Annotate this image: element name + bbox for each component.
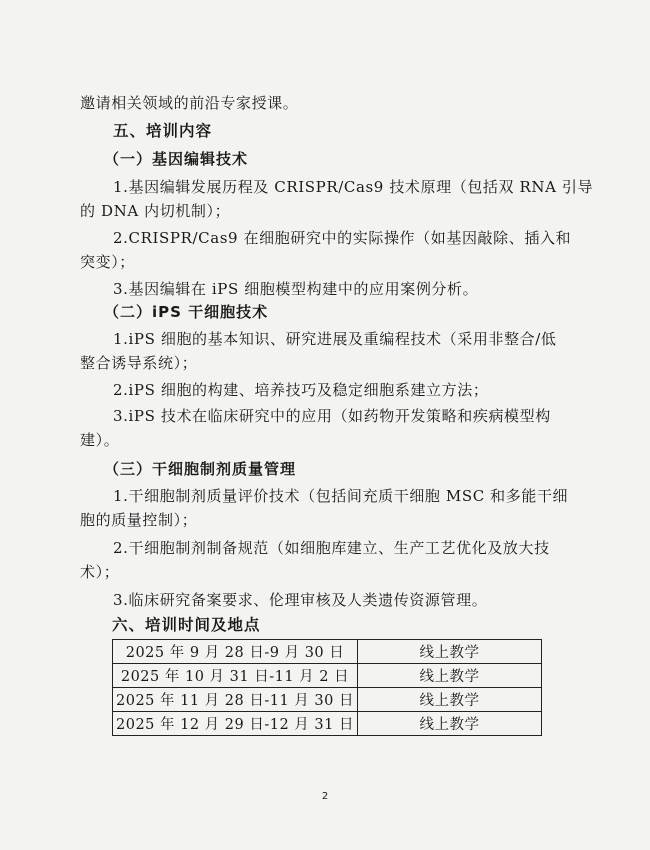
page-number: 2 [321,791,329,802]
sub2-item3-line1: 3.iPS 技术在临床研究中的应用（如药物开发策略和疾病模型构 [113,407,551,425]
sub3-item3-line1: 3.临床研究备案要求、伦理审核及人类遗传资源管理。 [113,591,488,609]
table-row [113,688,542,712]
sub3-item1-line2: 胞的质量控制）； [80,511,198,529]
place-cell: 线上教学 [358,640,542,664]
section6-heading: 六、培训时间及地点 [112,616,261,634]
sub1-item1-line1: 1.基因编辑发展历程及 CRISPR/Cas9 技术原理（包括双 RNA 引导 [113,178,594,196]
intro-tail-text: 邀请相关领域的前沿专家授课。 [80,94,299,112]
sub2-item2-line1: 2.iPS 细胞的构建、培养技巧及稳定细胞系建立方法； [113,381,489,399]
sub1-item1-line2: 的 DNA 内切机制）； [80,202,231,220]
table-row [113,640,542,664]
table-row [113,664,542,688]
date-cell: 2025 年 10 月 31 日-11 月 2 日 [113,664,358,688]
sub1-item3-line1: 3.基因编辑在 iPS 细胞模型构建中的应用案例分析。 [113,280,479,298]
sub3-item1-line1: 1.干细胞制剂质量评价技术（包括间充质干细胞 MSC 和多能干细 [113,487,569,505]
section5-heading: 五、培训内容 [113,122,213,140]
sub2-item3-line2: 建）。 [80,431,120,449]
place-cell: 线上教学 [358,664,542,688]
sub2-item1-line2: 整合诱导系统）； [80,354,198,372]
schedule-table [112,639,542,736]
table-row [113,712,542,736]
date-cell: 2025 年 9 月 28 日-9 月 30 日 [113,640,358,664]
place-cell: 线上教学 [358,712,542,736]
sub3-item2-line2: 术）； [80,563,120,581]
place-cell: 线上教学 [358,688,542,712]
date-cell: 2025 年 11 月 28 日-11 月 30 日 [113,688,358,712]
sub2-item1-line1: 1.iPS 细胞的基本知识、研究进展及重编程技术（采用非整合/低 [113,330,557,348]
date-cell: 2025 年 12 月 29 日-12 月 31 日 [113,712,358,736]
sub1-heading: （一）基因编辑技术 [104,150,249,168]
sub1-item2-line2: 突变）； [80,253,135,271]
sub3-item2-line1: 2.干细胞制剂制备规范（如细胞库建立、生产工艺优化及放大技 [113,539,550,557]
sub3-heading: （三）干细胞制剂质量管理 [104,460,297,478]
sub1-item2-line1: 2.CRISPR/Cas9 在细胞研究中的实际操作（如基因敲除、插入和 [113,229,572,247]
sub2-heading: （二）iPS 干细胞技术 [104,303,269,321]
